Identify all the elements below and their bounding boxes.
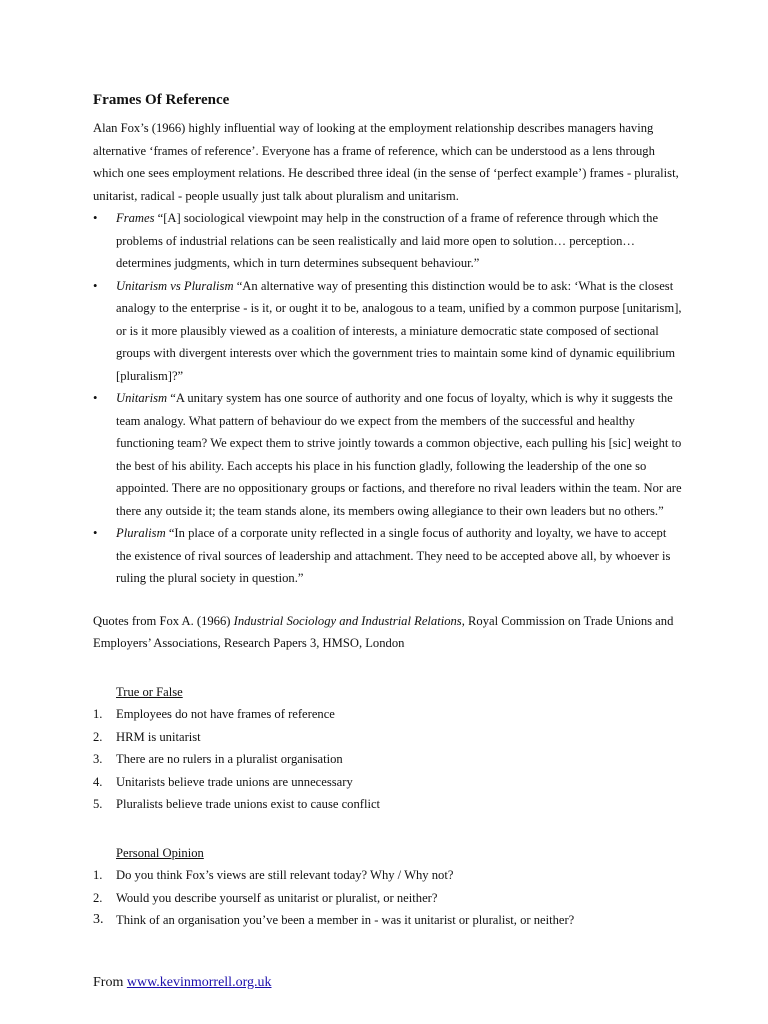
item-number: 1. [93, 868, 103, 882]
quote-text: “A unitary system has one source of authority and one focus of loyalty, which is why it suggests the team analogy. What pattern of behaviour do we expect from the members of the successful and healthy functioning team? We expect them to strive jointly towards a common objective, each pulling his [sic] weight to the best of his ability. Each accepts his place in his function gladly, following the leadership of the one so appointed. There are no oppositionary groups or factions, and therefore no rival leaders within the team. Nor are there any outside it; the team stands alone, its members owing allegiance to their own leaders but no others.” [116, 391, 682, 518]
quote-item-pluralism [93, 522, 683, 590]
footer [93, 972, 272, 994]
personal-opinion-heading: Personal Opinion [116, 845, 204, 860]
list-item [93, 748, 683, 771]
list-item [93, 887, 683, 910]
quote-text: “[A] sociological viewpoint may help in the construction of a frame of reference through which the problems of industrial relations can be seen realistically and laid more open to solution… perception… determines judgments, which in turn determines subsequent behaviour.” [116, 211, 659, 270]
item-number: 2. [93, 729, 103, 744]
bullet-icon: • [93, 278, 98, 293]
true-false-heading: True or False [116, 684, 183, 699]
item-number: 5. [93, 797, 103, 811]
bullet-icon: • [93, 391, 98, 405]
personal-opinion-list [93, 864, 683, 932]
quote-text: “An alternative way of presenting this distinction would be to ask: ‘What is the closest analogy to the enterprise - is it, or ought it to be, analogous to a team, unified by a common purpose [unitarism], or is it more plausibly viewed as a coalition of interests, a miniature democratic state composed of sectional groups with divergent interests over which the government tries to maintain some kind of dynamic equilibrium [pluralism]?” [116, 278, 682, 383]
document-body [93, 90, 683, 932]
bullet-icon: • [93, 526, 98, 540]
bullet-icon: • [93, 211, 98, 225]
item-text: Would you describe yourself as unitarist or pluralist, or neither? [116, 890, 438, 905]
quote-text: “In place of a corporate unity reflected in a single focus of authority and loyalty, we have to accept the existence of rival sources of leadership and attachment. They need to be accepted above all, by whoever is ruling the plural society in question.” [116, 526, 671, 585]
quote-term: Unitarism vs Pluralism [116, 278, 234, 293]
list-item [93, 771, 683, 794]
item-number: 2. [93, 890, 103, 905]
citation-suffix: , Royal Commission on Trade Unions and Employers’ Associations, Research Papers 3, HMSO, London [93, 613, 674, 650]
item-text: Unitarists believe trade unions are unnecessary [116, 774, 353, 789]
item-number: 3. [93, 752, 103, 766]
true-false-list [93, 703, 683, 816]
quote-term: Pluralism [116, 526, 166, 540]
footer-prefix: From [93, 975, 127, 990]
item-text: Do you think Fox’s views are still relevant today? Why / Why not? [116, 868, 454, 882]
list-item [93, 909, 683, 932]
list-item [93, 726, 683, 749]
citation-book-title: Industrial Sociology and Industrial Relations [233, 613, 462, 628]
list-item [93, 864, 683, 887]
item-text: Pluralists believe trade unions exist to cause conflict [116, 797, 381, 811]
source-citation [93, 610, 683, 655]
item-text: Think of an organisation you’ve been a member in - was it unitarist or pluralist, or neither? [116, 913, 575, 927]
website-link[interactable]: www.kevinmorrell.org.uk [126, 975, 272, 990]
quote-term: Frames [116, 211, 155, 225]
list-item [93, 703, 683, 726]
item-text: HRM is unitarist [116, 729, 201, 744]
quote-term: Unitarism [116, 391, 168, 405]
list-item [93, 793, 683, 816]
item-text: Employees do not have frames of reference [116, 707, 335, 721]
quote-list [93, 207, 683, 590]
item-number: 3. [93, 912, 104, 927]
page-title: Frames Of Reference [93, 92, 230, 108]
quote-item-unitarism-vs-pluralism [93, 275, 683, 388]
item-number: 1. [93, 707, 103, 721]
item-text: There are no rulers in a pluralist organisation [116, 752, 343, 766]
citation-prefix: Quotes from Fox A. (1966) [93, 613, 234, 628]
intro-paragraph: Alan Fox’s (1966) highly influential way of looking at the employment relationship describes managers having alternative ‘frames of reference’. Everyone has a frame of reference, which can be understood as a lens through which one sees employment relations. He described three ideal (in the sense of ‘perfect example’) frames - pluralist, unitarist, radical - people usually just talk about pluralism and unitarism. [93, 121, 679, 203]
item-number: 4. [93, 774, 103, 789]
quote-item-unitarism [93, 387, 683, 522]
quote-item-frames [93, 207, 683, 275]
